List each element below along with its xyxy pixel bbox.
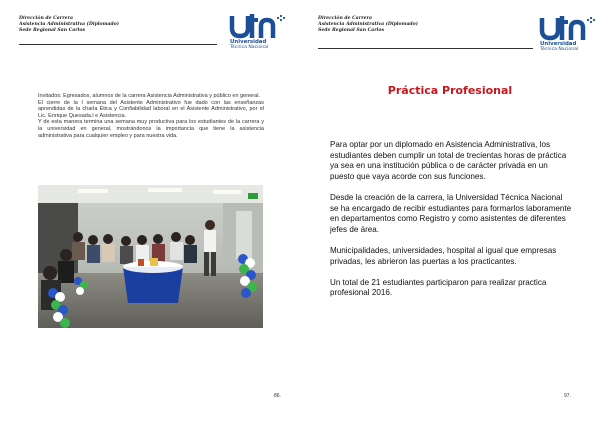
header-line-2: Asistencia Administrativa (Diplomado) bbox=[318, 22, 418, 27]
event-photo bbox=[38, 185, 263, 328]
photo-illustration bbox=[38, 185, 263, 328]
logo-university-label: Universidad bbox=[230, 39, 267, 45]
paragraph: Desde la creación de la carrera, la Universidad Técnica Nacional se ha encargado de recibir estudiantes para formarlos laboramente en departamentos como Registro y como asistentes de diferentes jefes de área. bbox=[330, 192, 572, 234]
paragraph: Un total de 21 estudiantes participaron para realizar practica profesional 2016. bbox=[330, 277, 547, 298]
header-line-1: Dirección de Carrera bbox=[19, 16, 73, 21]
utn-logo bbox=[538, 14, 598, 54]
utn-mark-icon bbox=[228, 12, 288, 40]
paragraph: El cierre de la I semana del Asistente Administrativo fue dado con las enseñanzas aprendidas de la charla Ética y Confiabilidad laboral en el Asistente Administrativo, por el Lic. Enrique Quesada.l e Asistencia. bbox=[38, 99, 264, 119]
logo-subtitle: Técnica Nacional bbox=[540, 47, 579, 52]
section-title: Práctica Profesional bbox=[387, 84, 513, 97]
logo-subtitle: Técnica Nacional bbox=[230, 45, 269, 50]
page-number: 97. bbox=[564, 393, 571, 399]
header-rule bbox=[318, 48, 533, 49]
utn-mark-icon bbox=[538, 14, 598, 42]
header-line-3: Sede Regional San Carlos bbox=[19, 28, 86, 33]
header-line-3: Sede Regional San Carlos bbox=[318, 28, 385, 33]
logo-university-label: Universidad bbox=[540, 41, 577, 47]
page-header bbox=[19, 16, 119, 34]
page-number: 86. bbox=[274, 393, 281, 399]
header-line-1: Dirección de Carrera bbox=[318, 16, 372, 21]
page-header bbox=[318, 16, 418, 34]
right-page bbox=[300, 0, 600, 424]
section-body bbox=[330, 140, 573, 310]
paragraph: Municipalidades, universidades, hospital al igual que empresas privadas, les abrieron las puertas a los practicantes. bbox=[330, 245, 557, 266]
paragraph: Y de esta manera termina una semana muy productiva para los estudiantes de la carrera y la universidad en general, mostrándonos la importancia que tiene la asistencia administrativa para cualquier empleo y para nuestra vida. bbox=[38, 119, 264, 139]
header-rule bbox=[19, 44, 217, 45]
paragraph: Para optar por un diplomado en Asistencia Administrativa, los estudiantes deben cumplir un total de trecientas horas de práctica ya sea en una institución pública o de carácter privada en un puesto que vaya acorde con sus funciones. bbox=[330, 140, 567, 181]
event-description bbox=[38, 93, 264, 139]
paragraph: Invitados: Egresados, alumnos de la carrera Asistencia Administrativa y público en general. bbox=[38, 93, 260, 99]
header-line-2: Asistencia Administrativa (Diplomado) bbox=[19, 22, 119, 27]
utn-logo bbox=[228, 12, 288, 52]
